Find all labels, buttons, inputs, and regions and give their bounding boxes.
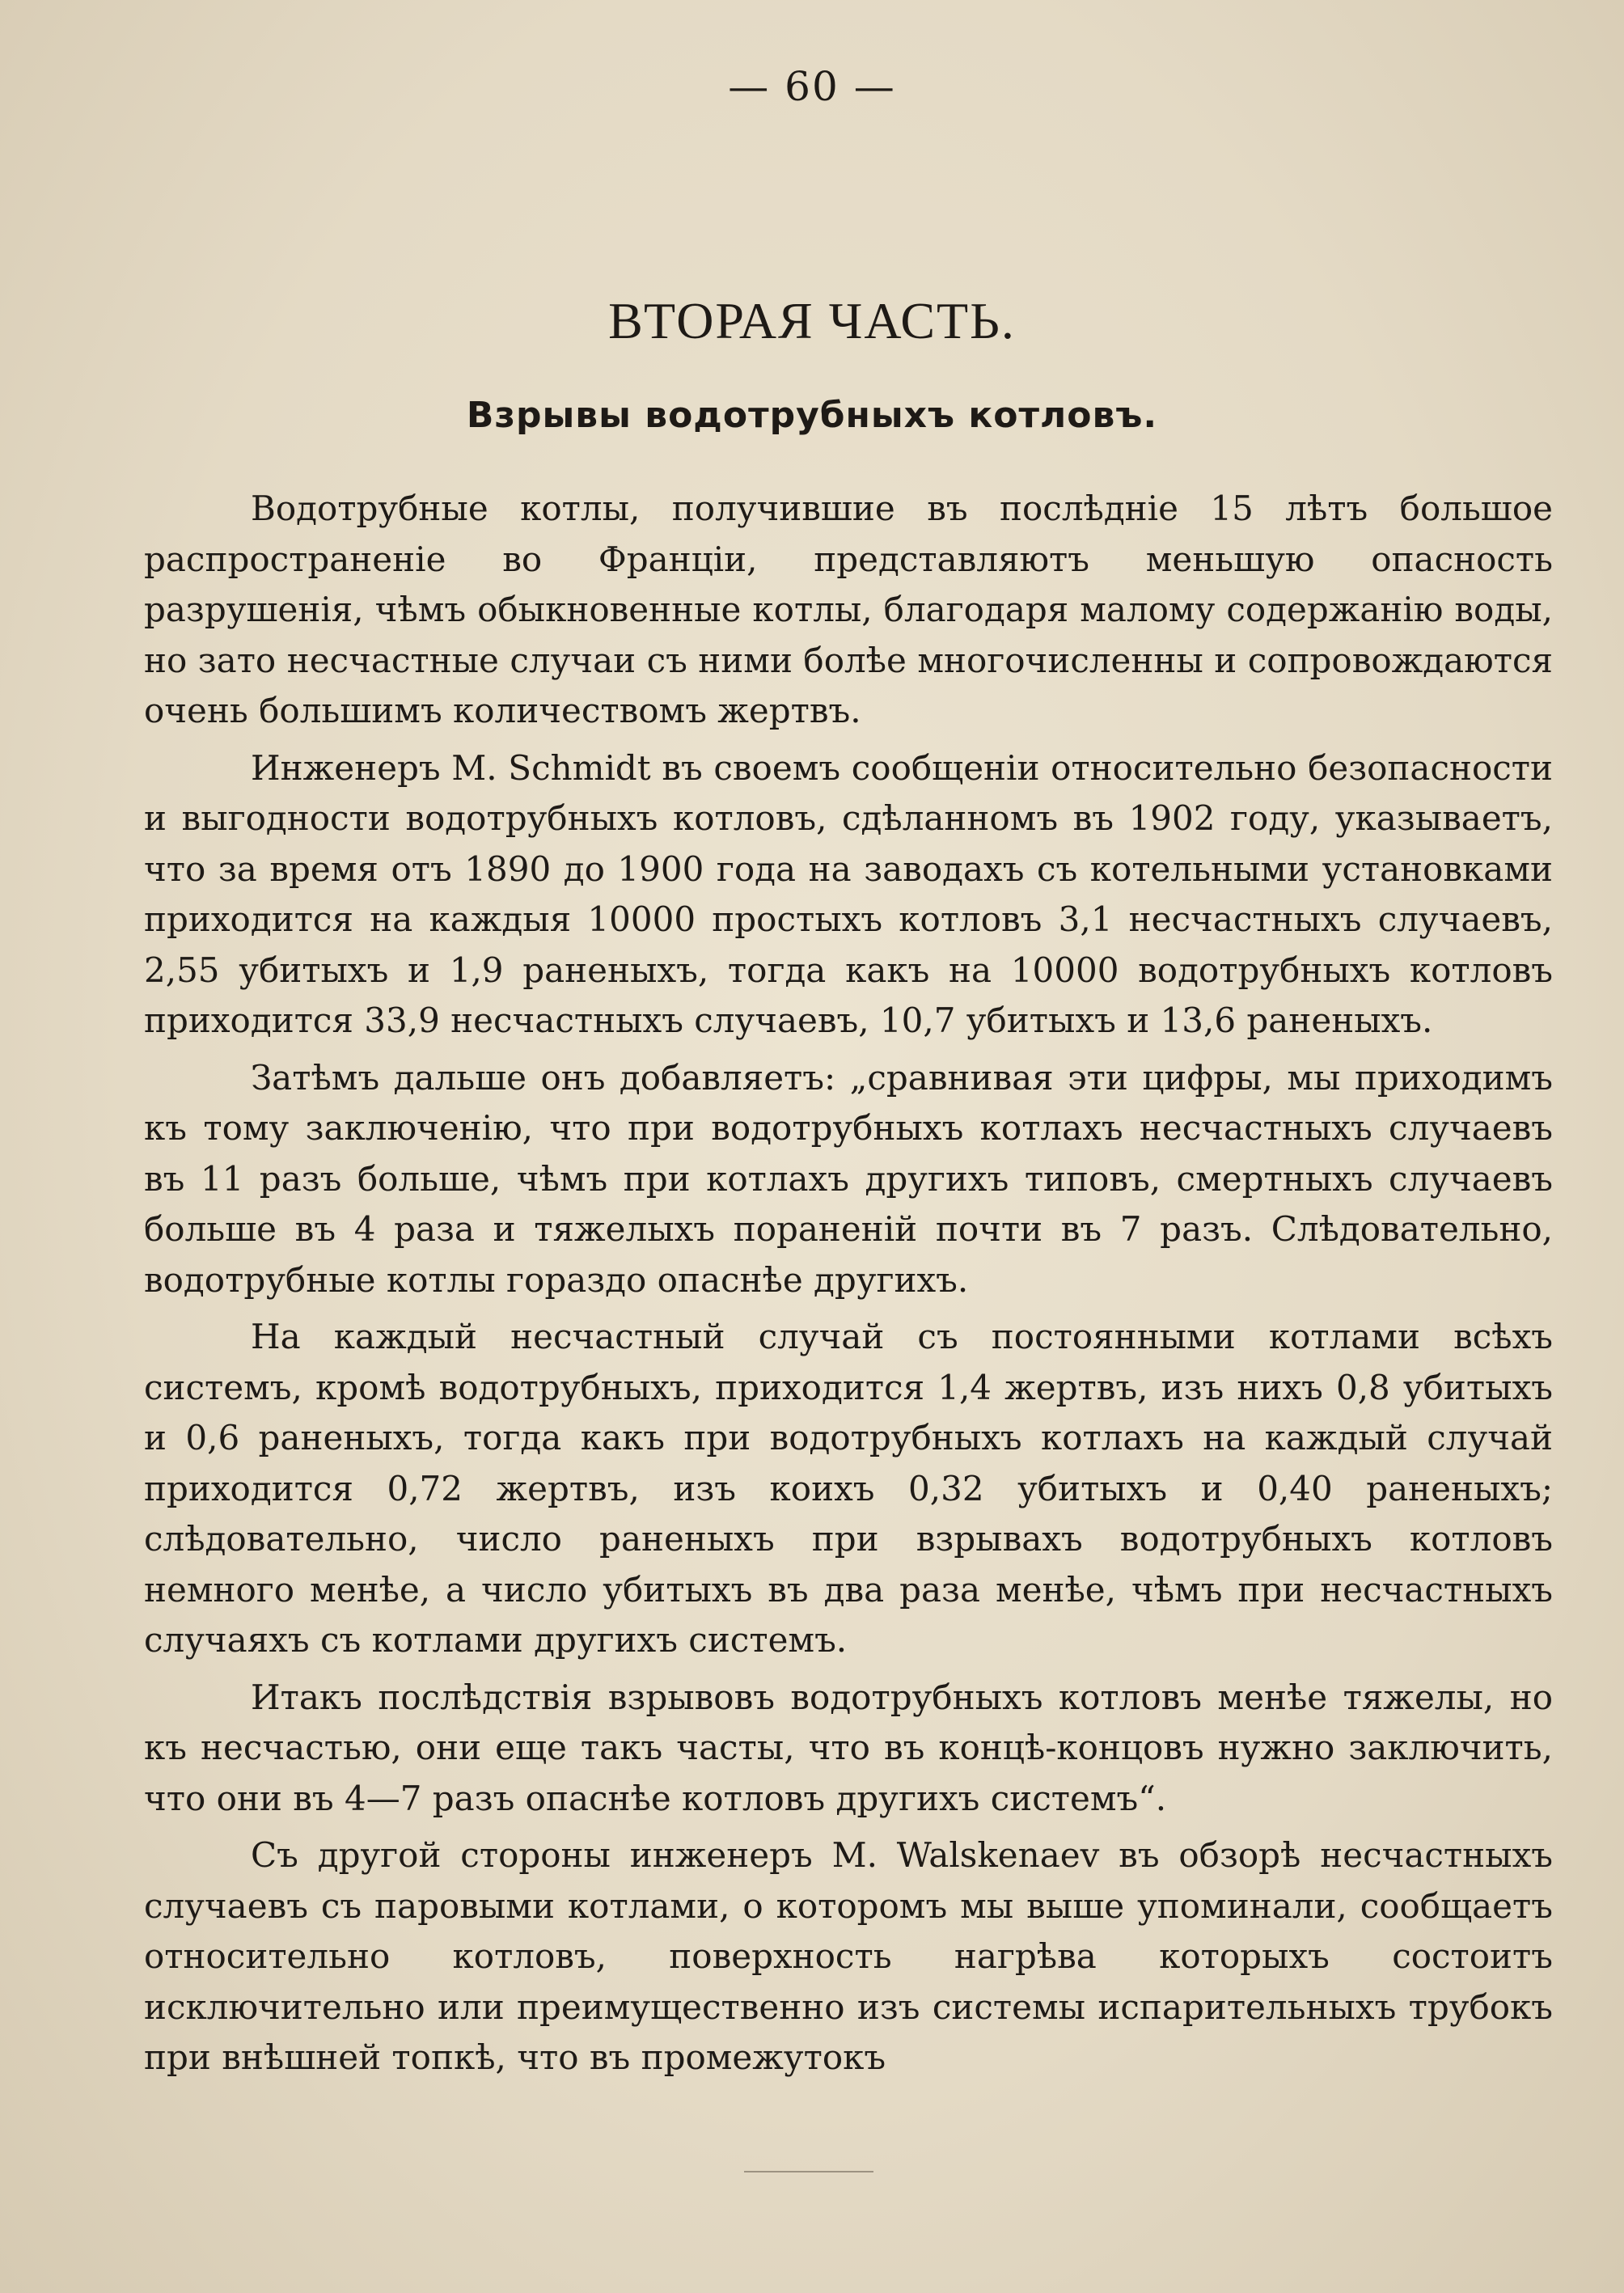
section-title: Взрывы водотрубныхъ котловъ. [466,395,1158,436]
paragraph: На каждый несчастный случай съ постоянными котлами всѣхъ системъ, кромѣ водотрубныхъ, приходится 1,4 жертвъ, изъ нихъ 0,8 убитыхъ и 0,6 раненыхъ, тогда какъ при водотрубныхъ котлахъ на каждый случай приходится 0,72 жертвъ, изъ коихъ 0,32 убитыхъ и 0,40 раненыхъ; слѣдовательно, число раненыхъ при взрывахъ водотрубныхъ котловъ немного менѣе, а число убитыхъ въ два раза менѣе, чѣмъ при несчастныхъ случаяхъ съ котлами другихъ системъ. [144,1317,1553,1660]
part-title: ВТОРАЯ ЧАСТЬ. [608,292,1016,349]
paragraph: Водотрубные котлы, получившие въ послѣдніе 15 лѣтъ большое распространеніе во Франціи, представляютъ меньшую опасность разрушенія, чѣмъ обыкновенные котлы, благодаря малому содержанію воды, но зато несчастные случаи съ ними болѣе многочисленны и сопровождаются очень большимъ количествомъ жертвъ. [144,489,1553,730]
paragraph: Инженеръ M. Schmidt въ своемъ сообщеніи относительно безопасности и выгодности водотрубныхъ котловъ, сдѣланномъ въ 1902 году, указываетъ, что за время отъ 1890 до 1900 года на заводахъ съ котельными установками приходится на каждыя 10000 простыхъ котловъ 3,1 несчастныхъ случаевъ, 2,55 убитыхъ и 1,9 раненыхъ, тогда какъ на 10000 водотрубныхъ котловъ приходится 33,9 несчастныхъ случаевъ, 10,7 убитыхъ и 13,6 раненыхъ. [144,747,1553,1040]
body-text [144,484,1553,2090]
paragraph: Съ другой стороны инженеръ M. Walskenaev въ обзорѣ несчастныхъ случаевъ съ паровыми котлами, о которомъ мы выше упоминали, сообщаетъ относительно котловъ, поверхность нагрѣва которыхъ состоитъ исключительно или преимущественно изъ системы испарительныхъ трубокъ при внѣшней топкѣ, что въ промежутокъ [144,1835,1553,2077]
paragraph: Итакъ послѣдствія взрывовъ водотрубныхъ котловъ менѣе тяжелы, но къ несчастью, они еще такъ часты, что въ концѣ-концовъ нужно заключить, что они въ 4—7 разъ опаснѣе котловъ другихъ системъ“. [144,1677,1553,1818]
paragraph: Затѣмъ дальше онъ добавляетъ: „сравнивая эти цифры, мы приходимъ къ тому заключенію, что при водотрубныхъ котлахъ несчастныхъ случаевъ въ 11 разъ больше, чѣмъ при котлахъ другихъ типовъ, смертныхъ случаевъ больше въ 4 раза и тяжелыхъ пораненій почти въ 7 разъ. Слѣдовательно, водотрубные котлы гораздо опаснѣе другихъ. [144,1057,1553,1300]
footer-rule [744,2171,873,2172]
page-number: — 60 — [728,63,896,110]
